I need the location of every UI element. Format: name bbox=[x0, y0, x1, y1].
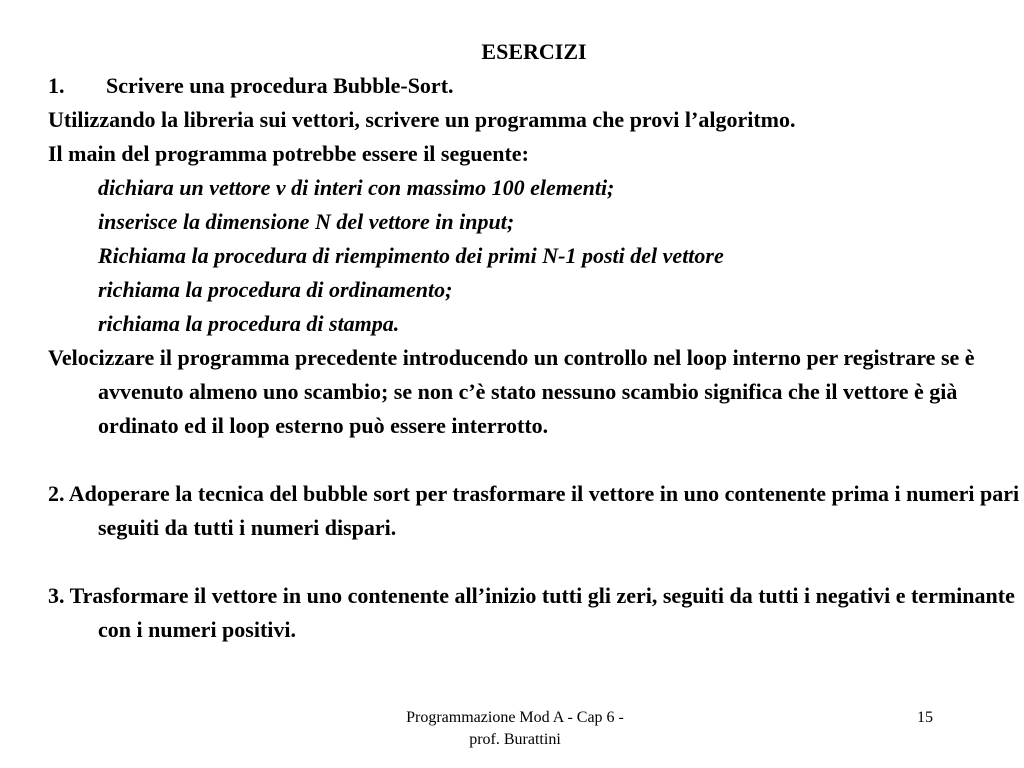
exercise-1-main-intro: Il main del programma potrebbe essere il seguente: bbox=[48, 141, 529, 166]
exercise-1-number: 1. bbox=[48, 73, 65, 98]
slide-title: ESERCIZI bbox=[481, 39, 587, 64]
exercise-3: 3. Trasformare il vettore in uno contenente all’inizio tutti gli zeri, seguiti da tutti i negativi e terminante con i numeri positivi. bbox=[48, 583, 1015, 642]
exercise-1-heading-text: Scrivere una procedura Bubble-Sort. bbox=[106, 73, 454, 98]
spacer bbox=[48, 545, 1020, 579]
footer-course-label bbox=[365, 707, 665, 751]
main-step-5: richiama la procedura di stampa. bbox=[98, 311, 400, 336]
slide-body bbox=[48, 35, 1020, 647]
main-step-2: inserisce la dimensione N del vettore in input; bbox=[98, 209, 515, 234]
exercise-1-optimization: Velocizzare il programma precedente introducendo un controllo nel loop interno per registrare se è avvenuto almeno uno scambio; se non c’è stato nessuno scambio significa che il vettore è già ordinato ed il loop esterno può essere interrotto. bbox=[48, 345, 975, 438]
footer-line-2: prof. Burattini bbox=[469, 731, 561, 748]
exercise-1-instruction: Utilizzando la libreria sui vettori, scrivere un programma che provi l’algoritmo. bbox=[48, 107, 796, 132]
exercise-1-heading bbox=[48, 69, 1020, 103]
spacer bbox=[48, 443, 1020, 477]
main-step-4: richiama la procedura di ordinamento; bbox=[98, 277, 453, 302]
exercise-2: 2. Adoperare la tecnica del bubble sort per trasformare il vettore in uno contenente prima i numeri pari seguiti da tutti i numeri dispari. bbox=[48, 481, 1020, 540]
main-step-1: dichiara un vettore v di interi con massimo 100 elementi; bbox=[98, 175, 615, 200]
footer-line-1: Programmazione Mod A - Cap 6 - bbox=[406, 709, 624, 726]
main-step-3: Richiama la procedura di riempimento dei primi N-1 posti del vettore bbox=[98, 243, 724, 268]
page-number: 15 bbox=[917, 709, 933, 726]
